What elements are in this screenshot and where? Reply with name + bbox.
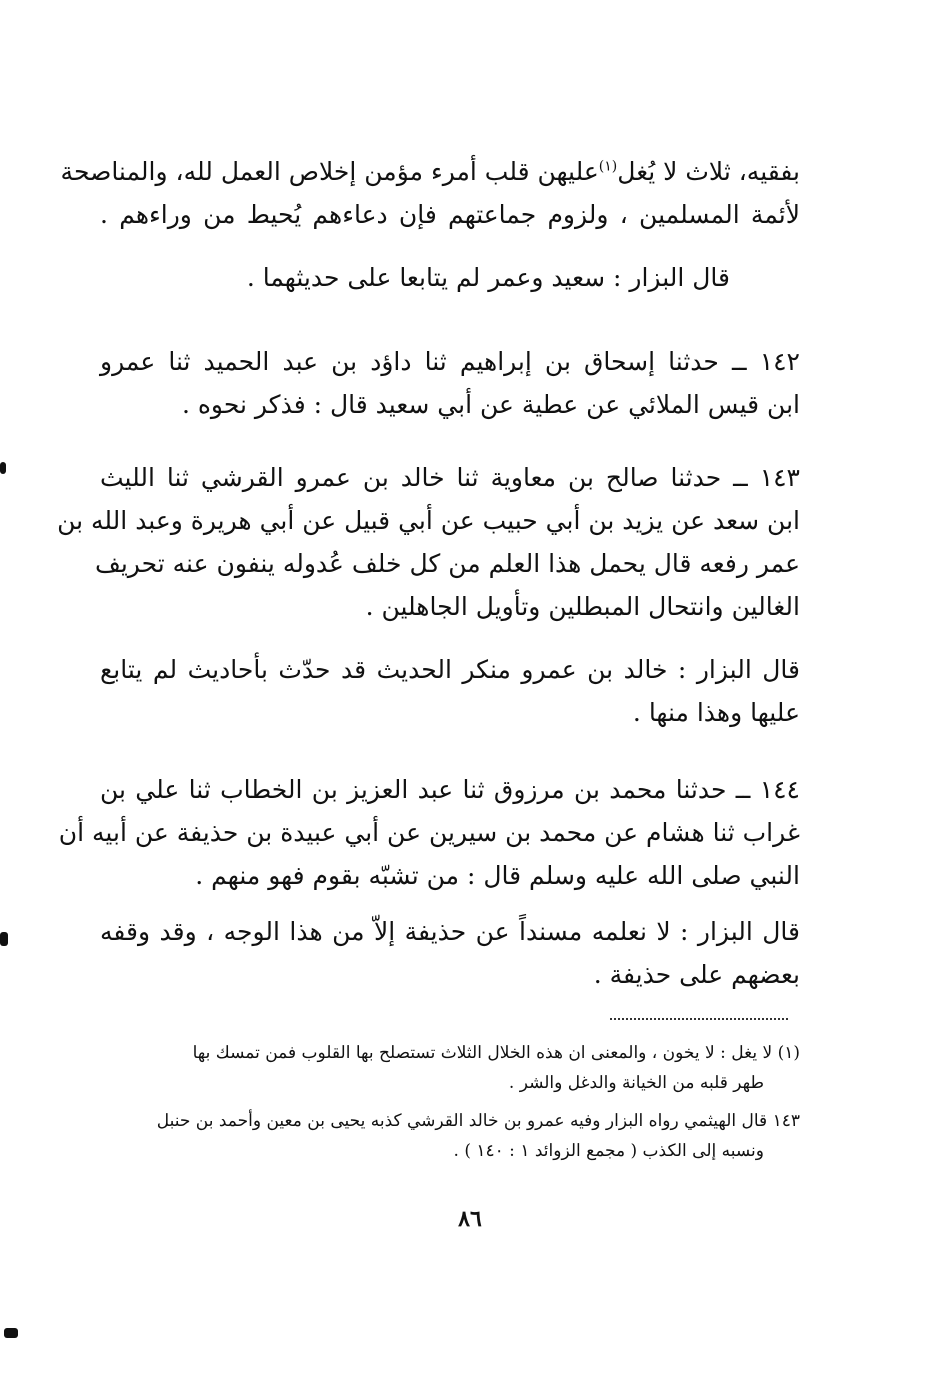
- paragraph-line: عليها وهذا منها .: [632, 698, 800, 727]
- line-text: بفقيه، ثلاث لا يُغل: [617, 157, 800, 186]
- paragraph-1: [60, 150, 800, 236]
- footnote-marker: (١): [598, 158, 618, 175]
- paragraph-line: بعضهم على حذيفة .: [593, 960, 800, 989]
- paragraph-line: قال البزار : خالد بن عمرو منكر الحديث قد حدّث بأحاديث لم يتابع: [100, 655, 800, 684]
- paragraph-line: غراب ثنا هشام عن محمد بن سيرين عن أبي عبيدة بن حذيفة عن أبيه أن: [58, 818, 800, 847]
- paragraph-line: عمر رفعه قال يحمل هذا العلم من كل خلف عُدوله ينفون عنه تحريف: [94, 549, 800, 578]
- paragraph-line: [60, 150, 800, 193]
- hadith-144: [58, 768, 800, 897]
- footnote-line: ونسبه إلى الكذب ( مجمع الزوائد ١ : ١٤٠ ) .: [453, 1141, 764, 1161]
- footnotes: [130, 1038, 800, 1166]
- page-number: ٨٦: [458, 1206, 482, 1232]
- paragraph-line: ابن قيس الملائي عن عطية عن أبي سعيد قال : فذكر نحوه .: [181, 390, 800, 419]
- paragraph-bazzar-note-3: [100, 910, 800, 996]
- paragraph-line: ١٤٣ ــ حدثنا صالح بن معاوية ثنا خالد بن عمرو القرشي ثنا الليث: [100, 463, 800, 492]
- footnote-line: ١٤٣ قال الهيثمي رواه البزار وفيه عمرو بن خالد القرشي كذبه يحيى بن معين وأحمد بن حنبل: [156, 1111, 800, 1131]
- hadith-143: [57, 456, 800, 628]
- footnote-line: (١) لا يغل : لا يخون ، والمعنى ان هذه الخلال الثلاث تستصلح بها القلوب فمن تمسك بها: [192, 1043, 800, 1063]
- paragraph-line: الغالين وانتحال المبطلين وتأويل الجاهلين .: [365, 592, 800, 621]
- paragraph-line: قال البزار : لا نعلمه مسنداً عن حذيفة إلاّ من هذا الوجه ، وقد وقفه: [100, 917, 800, 946]
- paragraph-line: ١٤٤ ــ حدثنا محمد بن مرزوق ثنا عبد العزيز بن الخطاب ثنا علي بن: [100, 775, 800, 804]
- paragraph-line: ابن سعد عن يزيد بن أبي حبيب عن أبي قبيل عن أبي هريرة وعبد الله بن: [57, 506, 800, 535]
- footnote-line: طهر قلبه من الخيانة والدغل والشر .: [508, 1073, 764, 1093]
- paragraph-line: لأئمة المسلمين ، ولزوم جماعتهم فإن دعاءهم يُحيط من وراءهم .: [100, 200, 800, 229]
- paragraph-line: ١٤٢ ــ حدثنا إسحاق بن إبراهيم ثنا داؤد بن عبد الحميد ثنا عمرو: [100, 347, 800, 376]
- paragraph-line: قال البزار : سعيد وعمر لم يتابعا على حديثهما .: [246, 263, 730, 292]
- line-text: عليهن قلب أمرء مؤمن إخلاص العمل لله، والمناصحة: [60, 157, 599, 186]
- scan-mark: [0, 462, 6, 474]
- footnote-separator: [610, 1018, 788, 1020]
- paragraph-line: النبي صلى الله عليه وسلم قال : من تشبّه بقوم فهو منهم .: [195, 861, 800, 890]
- paragraph-bazzar-note-2: [100, 648, 800, 734]
- scan-mark: [4, 1328, 18, 1338]
- hadith-142: [100, 340, 800, 426]
- scan-mark: [0, 932, 8, 946]
- paragraph-bazzar-note-1: [100, 256, 800, 299]
